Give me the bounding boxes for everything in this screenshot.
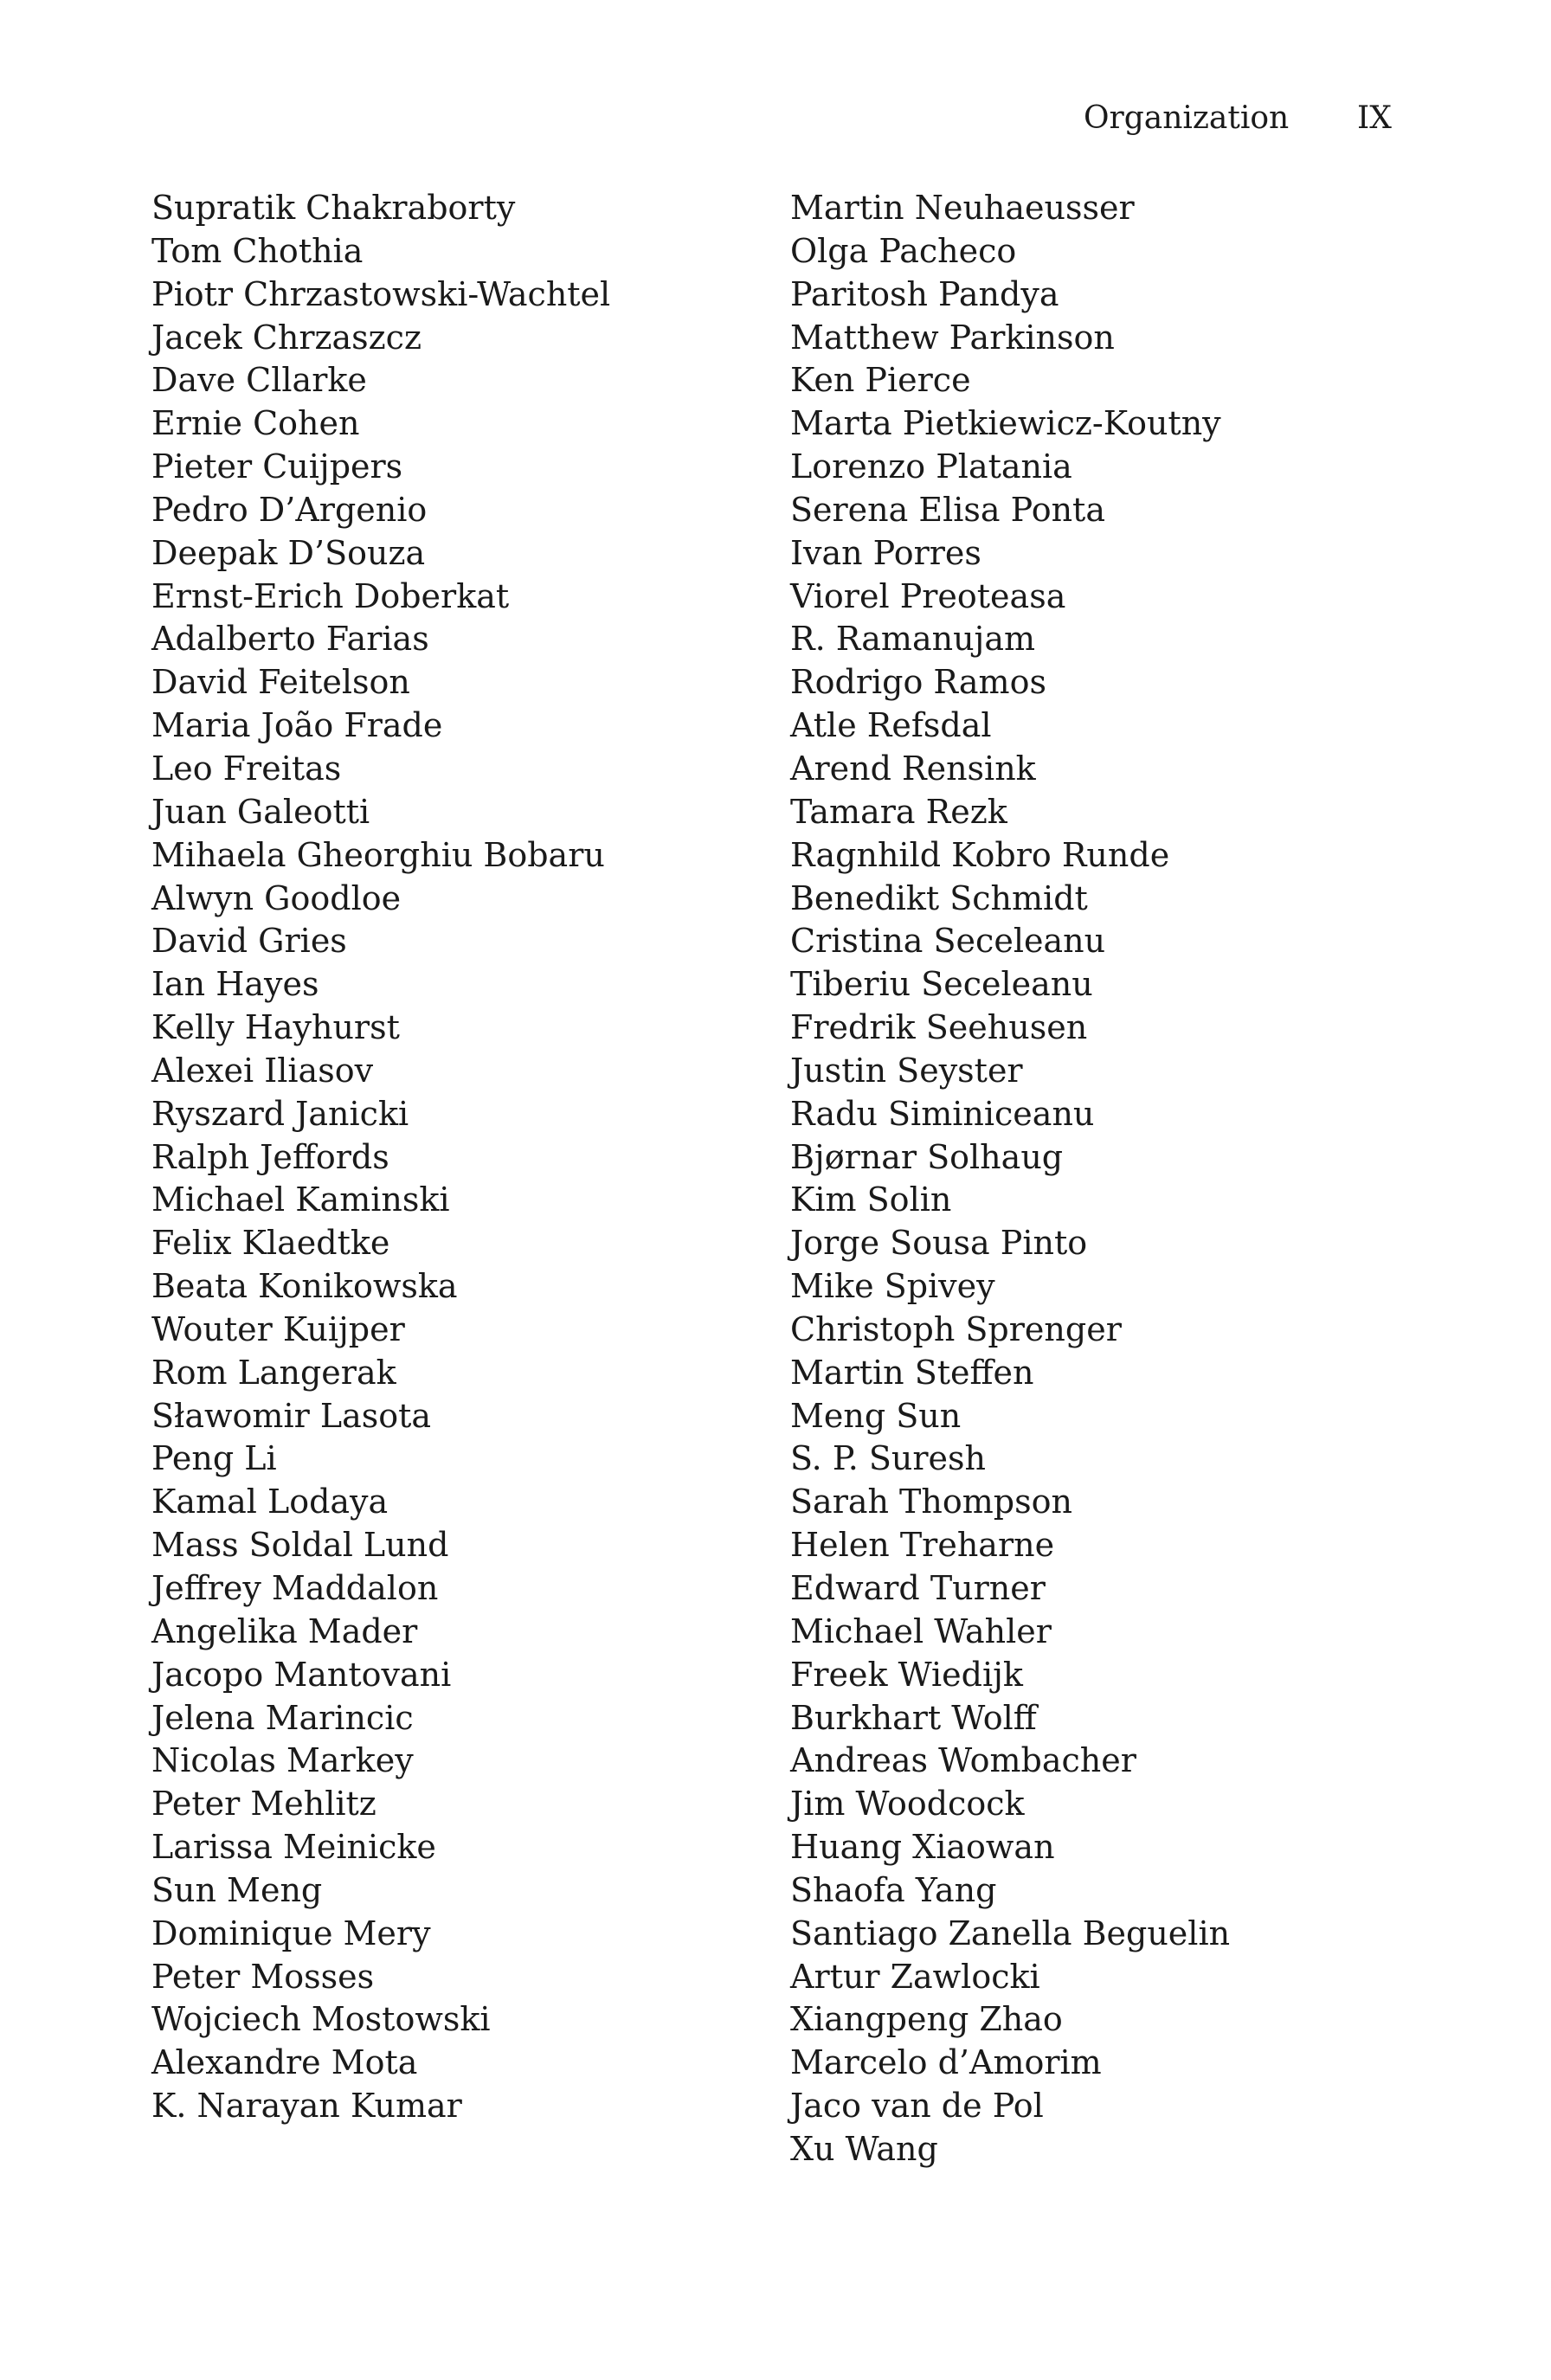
- reviewer-name: Edward Turner: [790, 1569, 1046, 1607]
- reviewer-name: Huang Xiaowan: [790, 1828, 1055, 1867]
- reviewer-name: Jacopo Mantovani: [151, 1655, 452, 1694]
- reviewer-name: Shaofa Yang: [790, 1870, 997, 1909]
- reviewer-name: Wojciech Mostowski: [151, 2000, 491, 2039]
- reviewer-name: Alwyn Goodloe: [151, 878, 402, 917]
- reviewer-name: Jim Woodcock: [790, 1785, 1025, 1824]
- page-number: IX: [1357, 100, 1392, 136]
- reviewer-name: Peter Mosses: [151, 1957, 375, 1996]
- reviewer-name: Sun Meng: [151, 1870, 323, 1909]
- reviewer-name: Ken Pierce: [790, 361, 971, 400]
- header-section-title: Organization: [1084, 100, 1290, 136]
- reviewer-name: Serena Elisa Ponta: [790, 490, 1105, 529]
- reviewer-name: Dominique Mery: [151, 1914, 431, 1952]
- reviewer-name: Paritosh Pandya: [790, 274, 1059, 313]
- reviewer-name: Nicolas Markey: [151, 1741, 414, 1780]
- reviewer-name: David Gries: [151, 922, 347, 961]
- reviewer-name: Michael Kaminski: [151, 1180, 450, 1219]
- reviewer-name: Tamara Rezk: [790, 792, 1007, 831]
- reviewer-name: Leo Freitas: [151, 749, 342, 788]
- reviewer-name: Mike Spivey: [790, 1267, 995, 1306]
- reviewer-name: Christoph Sprenger: [790, 1309, 1122, 1348]
- reviewer-name: Xu Wang: [790, 2129, 938, 2168]
- reviewer-name: Meng Sun: [790, 1396, 962, 1435]
- reviewer-name: Wouter Kuijper: [151, 1309, 405, 1348]
- reviewer-name: Juan Galeotti: [151, 792, 370, 831]
- reviewer-name: Pieter Cuijpers: [151, 447, 403, 486]
- reviewer-name: Viorel Preoteasa: [790, 576, 1066, 615]
- reviewer-name: Ralph Jeffords: [151, 1137, 389, 1176]
- reviewer-name: Atle Refsdal: [790, 706, 992, 745]
- reviewer-name: Marcelo d’Amorim: [790, 2043, 1102, 2082]
- reviewer-name: Jaco van de Pol: [790, 2087, 1044, 2126]
- reviewer-name: Radu Siminiceanu: [790, 1094, 1095, 1133]
- reviewer-name: Michael Wahler: [790, 1611, 1052, 1650]
- reviewer-name: Dave Cllarke: [151, 361, 367, 400]
- reviewer-name: S. P. Suresh: [790, 1439, 986, 1478]
- reviewer-name: Peter Mehlitz: [151, 1785, 376, 1824]
- reviewer-name: R. Ramanujam: [790, 620, 1036, 659]
- reviewer-name: Olga Pacheco: [790, 231, 1017, 270]
- reviewer-list-left: [151, 187, 610, 2128]
- reviewer-name: Artur Zawlocki: [790, 1957, 1040, 1996]
- reviewer-name: Sarah Thompson: [790, 1483, 1072, 1521]
- reviewer-name: Ragnhild Kobro Runde: [790, 835, 1170, 874]
- reviewer-name: Jacek Chrzaszcz: [151, 318, 422, 357]
- reviewer-name: Andreas Wombacher: [790, 1741, 1136, 1780]
- reviewer-name: David Feitelson: [151, 663, 410, 702]
- reviewer-name: Larissa Meinicke: [151, 1828, 436, 1867]
- reviewer-name: Felix Klaedtke: [151, 1224, 390, 1263]
- reviewer-name: Fredrik Seehusen: [790, 1008, 1088, 1047]
- reviewer-name: Piotr Chrzastowski-Wachtel: [151, 274, 611, 313]
- reviewer-name: Ian Hayes: [151, 965, 319, 1004]
- reviewer-name: Jorge Sousa Pinto: [790, 1224, 1088, 1263]
- reviewer-name: Adalberto Farias: [151, 620, 429, 659]
- reviewer-name: Ernie Cohen: [151, 404, 360, 443]
- reviewer-name: Xiangpeng Zhao: [790, 2000, 1063, 2039]
- reviewer-name: Ivan Porres: [790, 533, 981, 572]
- reviewer-name: Mass Soldal Lund: [151, 1526, 449, 1565]
- reviewer-name: Kelly Hayhurst: [151, 1008, 400, 1047]
- reviewer-name: Benedikt Schmidt: [790, 878, 1088, 917]
- reviewer-list-right: [790, 187, 1230, 2171]
- reviewer-name: Peng Li: [151, 1439, 277, 1478]
- reviewer-name: Ryszard Janicki: [151, 1094, 409, 1133]
- reviewer-name: Deepak D’Souza: [151, 533, 426, 572]
- reviewer-name: Freek Wiedijk: [790, 1655, 1023, 1694]
- reviewer-name: Supratik Chakraborty: [151, 189, 516, 227]
- reviewer-name: Helen Treharne: [790, 1526, 1055, 1565]
- reviewer-name: Marta Pietkiewicz-Koutny: [790, 404, 1221, 443]
- reviewer-name: Martin Neuhaeusser: [790, 189, 1135, 227]
- reviewer-name: Rodrigo Ramos: [790, 663, 1046, 702]
- reviewer-name: Lorenzo Platania: [790, 447, 1072, 486]
- reviewer-name: Beata Konikowska: [151, 1267, 458, 1306]
- reviewer-name: Ernst-Erich Doberkat: [151, 576, 510, 615]
- reviewer-name: K. Narayan Kumar: [151, 2087, 462, 2126]
- reviewer-name: Tiberiu Seceleanu: [790, 965, 1093, 1004]
- reviewer-name: Alexei Iliasov: [151, 1051, 374, 1090]
- reviewer-name: Kamal Lodaya: [151, 1483, 389, 1521]
- reviewer-name: Rom Langerak: [151, 1353, 396, 1392]
- reviewer-name: Arend Rensink: [790, 749, 1036, 788]
- reviewer-name: Burkhart Wolff: [790, 1698, 1037, 1737]
- reviewer-name: Justin Seyster: [790, 1051, 1023, 1090]
- running-header: [0, 97, 1395, 140]
- reviewer-name: Tom Chothia: [151, 231, 364, 270]
- reviewer-name: Santiago Zanella Beguelin: [790, 1914, 1231, 1952]
- reviewer-name: Pedro D’Argenio: [151, 490, 428, 529]
- reviewer-name: Mihaela Gheorghiu Bobaru: [151, 835, 605, 874]
- reviewer-name: Jeffrey Maddalon: [151, 1569, 439, 1607]
- reviewer-name: Matthew Parkinson: [790, 318, 1115, 357]
- reviewer-name: Martin Steffen: [790, 1353, 1034, 1392]
- reviewer-name: Maria João Frade: [151, 706, 443, 745]
- reviewer-name: Jelena Marincic: [151, 1698, 414, 1737]
- reviewer-name: Cristina Seceleanu: [790, 922, 1106, 961]
- reviewer-name: Alexandre Mota: [151, 2043, 418, 2082]
- reviewer-name: Angelika Mader: [151, 1611, 418, 1650]
- reviewer-name: Kim Solin: [790, 1180, 952, 1219]
- reviewer-name: Sławomir Lasota: [151, 1396, 432, 1435]
- reviewer-name: Bjørnar Solhaug: [790, 1137, 1064, 1176]
